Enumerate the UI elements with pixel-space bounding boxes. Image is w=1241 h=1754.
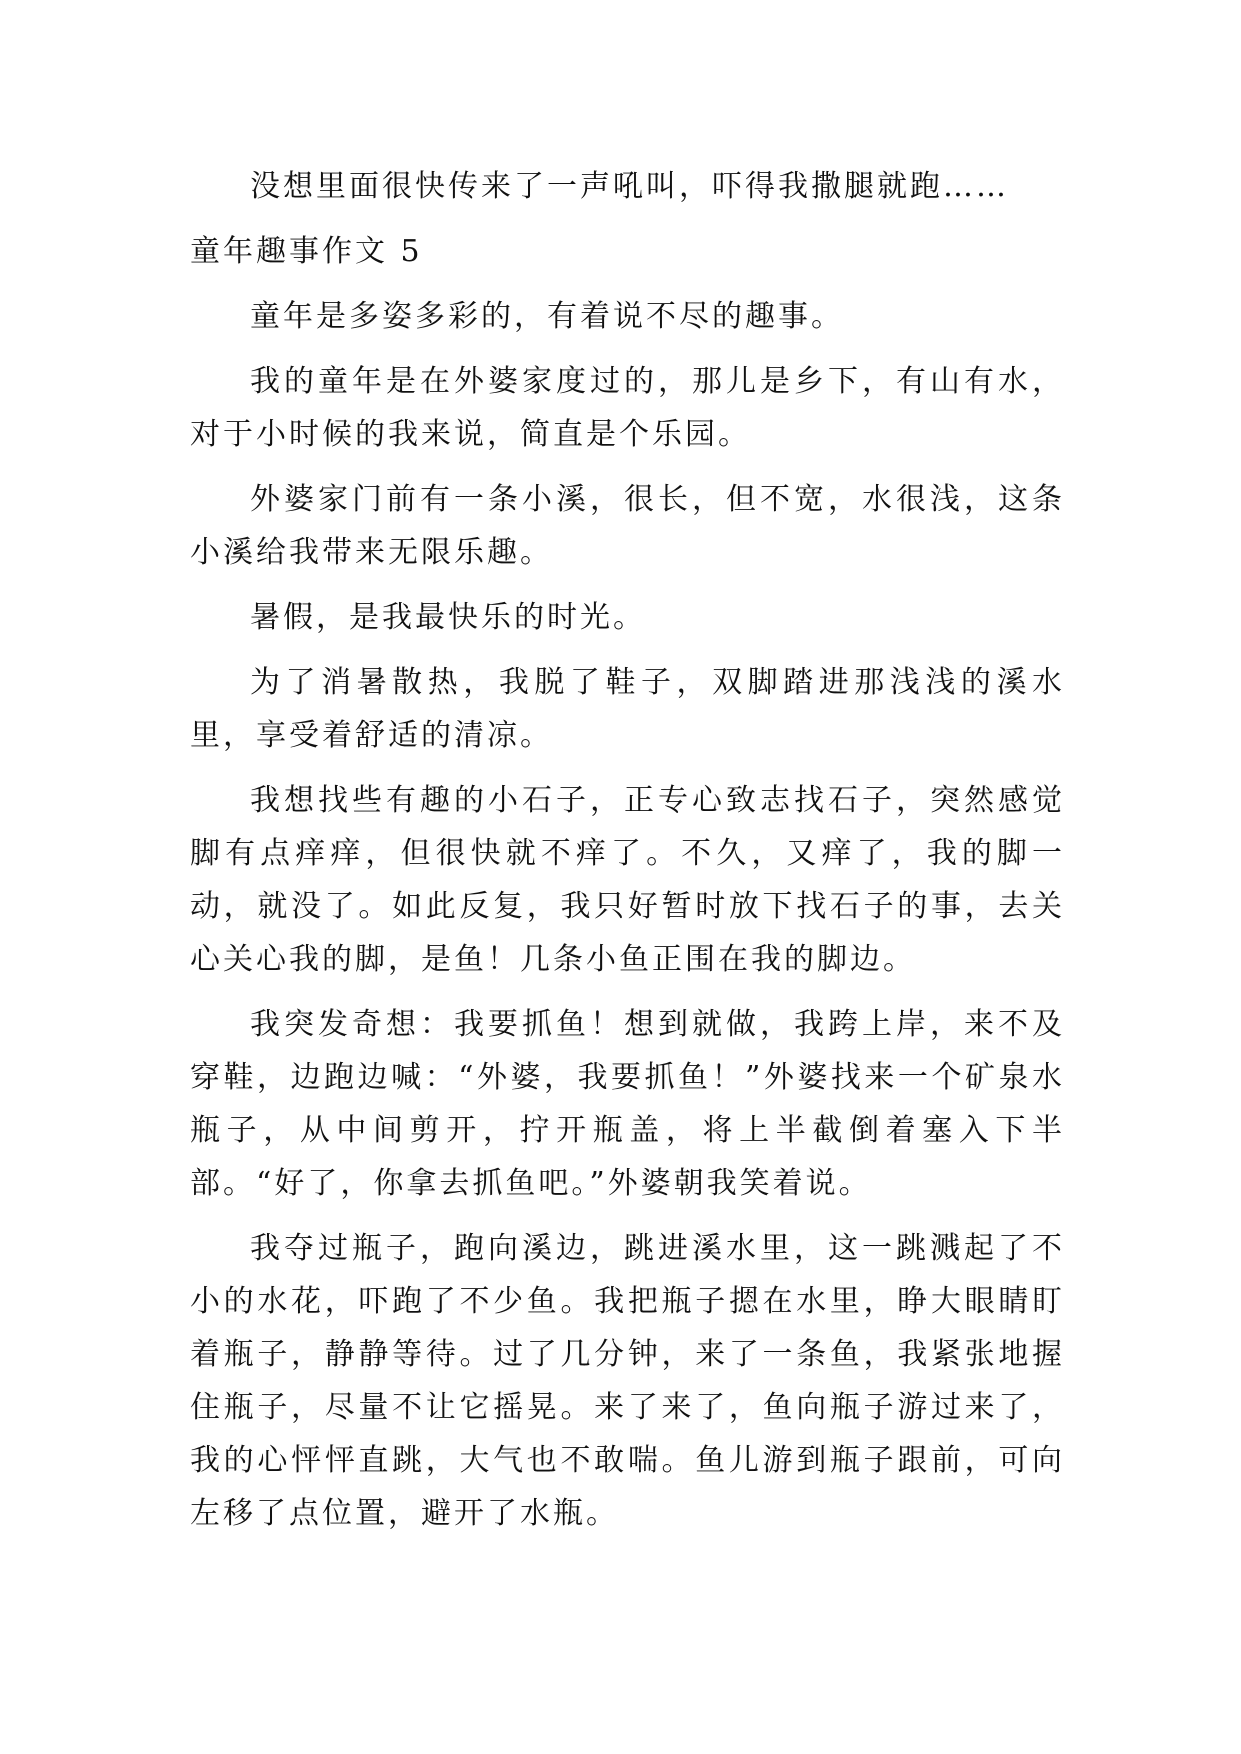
paragraph: 我的童年是在外婆家度过的，那儿是乡下，有山有水，对于小时候的我来说，简直是个乐园。 bbox=[190, 364, 1065, 452]
paragraph: 外婆家门前有一条小溪，很长，但不宽，水很浅，这条小溪给我带来无限乐趣。 bbox=[190, 482, 1065, 570]
document-body bbox=[190, 160, 1065, 1552]
paragraph: 为了消暑散热，我脱了鞋子，双脚踏进那浅浅的溪水里，享受着舒适的清凉。 bbox=[190, 665, 1065, 753]
paragraph: 我突发奇想：我要抓鱼！想到就做，我跨上岸，来不及穿鞋，边跑边喊：“外婆，我要抓鱼！”外婆找来一个矿泉水瓶子，从中间剪开，拧开瓶盖，将上半截倒着塞入下半部。“好了，你拿去抓鱼吧。”外婆朝我笑着说。 bbox=[190, 1007, 1065, 1201]
paragraph: 我夺过瓶子，跑向溪边，跳进溪水里，这一跳溅起了不小的水花，吓跑了不少鱼。我把瓶子摁在水里，睁大眼睛盯着瓶子，静静等待。过了几分钟，来了一条鱼，我紧张地握住瓶子，尽量不让它摇晃。来了来了，鱼向瓶子游过来了，我的心怦怦直跳，大气也不敢喘。鱼儿游到瓶子跟前，可向左移了点位置，避开了水瓶。 bbox=[190, 1231, 1065, 1531]
paragraph: 暑假，是我最快乐的时光。 bbox=[250, 600, 646, 635]
paragraph: 没想里面很快传来了一声吼叫，吓得我撒腿就跑…… bbox=[250, 169, 1009, 204]
section-heading: 童年趣事作文 5 bbox=[190, 234, 423, 269]
paragraph: 童年是多姿多彩的，有着说不尽的趣事。 bbox=[250, 299, 844, 334]
paragraph: 我想找些有趣的小石子，正专心致志找石子，突然感觉脚有点痒痒，但很快就不痒了。不久，又痒了，我的脚一动，就没了。如此反复，我只好暂时放下找石子的事，去关心关心我的脚，是鱼！几条小鱼正围在我的脚边。 bbox=[190, 783, 1065, 977]
